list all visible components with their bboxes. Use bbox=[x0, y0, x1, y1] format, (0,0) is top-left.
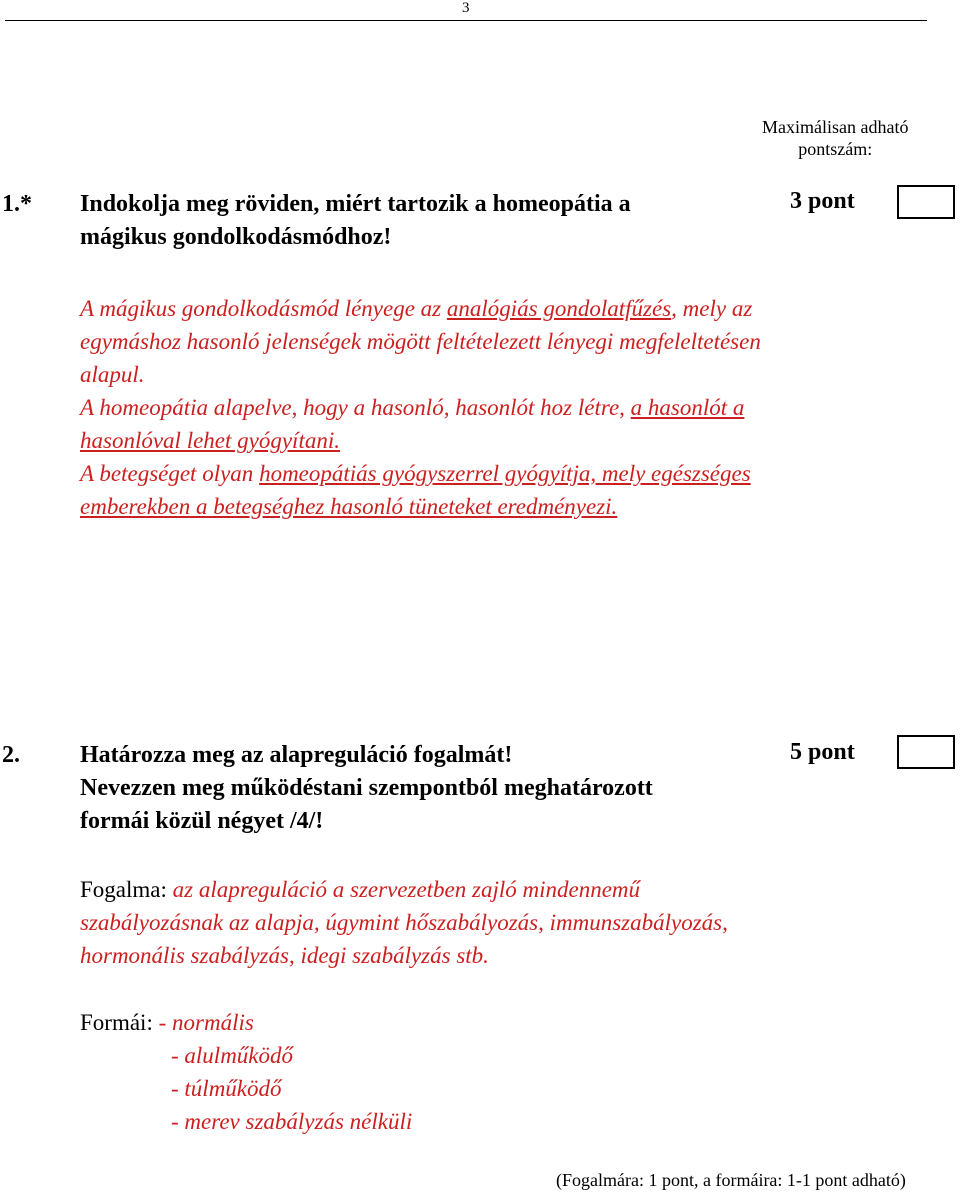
q2-fogalma-line3: hormonális szabályzás, idegi szabályzás stb. bbox=[80, 943, 489, 968]
q2-fogalma-line2: szabályozásnak az alapja, úgymint hőszabályozás, immunszabályozás, bbox=[80, 910, 728, 935]
page-number: 3 bbox=[462, 0, 470, 16]
fogalma-label: Fogalma: bbox=[80, 877, 173, 902]
scoring-note: (Fogalmára: 1 pont, a formáira: 1-1 pont adható) bbox=[556, 1170, 906, 1190]
q2-formai-line4: - merev szabályzás nélküli bbox=[171, 1109, 413, 1134]
q1-answer-p2-line2: hasonlóval lehet gyógyítani. bbox=[80, 428, 340, 453]
q2-points: 5 pont bbox=[790, 739, 855, 765]
underline-homeopatias: homeopátiás gyógyszerrel gyógyítja, mely egészséges bbox=[259, 461, 751, 486]
q2-formai-line3: - túlműködő bbox=[171, 1076, 282, 1101]
q1-line1: Indokolja meg röviden, miért tartozik a homeopátia a bbox=[80, 191, 631, 217]
q2-line2: Nevezzen meg működéstani szempontból meghatározott bbox=[80, 775, 653, 801]
q1-answer-p1-line1: A mágikus gondolkodásmód lényege az analógiás gondolatfűzés, mely az bbox=[80, 296, 753, 321]
q2-line1: Határozza meg az alapreguláció fogalmát! bbox=[80, 742, 513, 768]
q1-answer bbox=[80, 292, 761, 523]
q1-answer-p1-line3: alapul. bbox=[80, 362, 145, 387]
q1-number: 1.* bbox=[2, 191, 32, 217]
q1-score-box[interactable] bbox=[897, 185, 955, 219]
max-points-label bbox=[762, 116, 908, 160]
underline-analogias: analógiás gondolatfűzés bbox=[446, 296, 672, 321]
q1-answer-p1-line2: egymáshoz hasonló jelenségek mögött feltételezett lényegi megfeleltetésen bbox=[80, 329, 761, 354]
q2-number: 2. bbox=[2, 742, 20, 768]
q1-text bbox=[80, 188, 631, 254]
q2-text bbox=[80, 739, 653, 838]
q1-points: 3 pont bbox=[790, 188, 855, 214]
q2-formai-line1: Formái: - normális bbox=[80, 1010, 254, 1035]
q1-answer-p3-line2: emberekben a betegséghez hasonló tüneteket eredményezi. bbox=[80, 494, 618, 519]
q1-answer-p2-line1: A homeopátia alapelve, hogy a hasonló, hasonlót hoz létre, a hasonlót a bbox=[80, 395, 745, 420]
q1-answer-p3-line1: A betegséget olyan homeopátiás gyógyszerrel gyógyítja, mely egészséges bbox=[80, 461, 751, 486]
q2-line3: formái közül négyet /4/! bbox=[80, 808, 324, 834]
q2-score-box[interactable] bbox=[897, 735, 955, 769]
header-rule bbox=[5, 20, 927, 21]
q2-formai bbox=[80, 1006, 412, 1138]
q2-fogalma bbox=[80, 873, 728, 972]
q2-formai-line2: - alulműködő bbox=[171, 1043, 294, 1068]
q1-line2: mágikus gondolkodásmódhoz! bbox=[80, 224, 392, 250]
underline-hasonlot: a hasonlót a bbox=[630, 395, 745, 420]
max-points-line1: Maximálisan adható bbox=[762, 117, 909, 137]
max-points-line2: pontszám: bbox=[798, 139, 873, 159]
q2-fogalma-line1: Fogalma: az alapreguláció a szervezetben zajló mindennemű bbox=[80, 877, 641, 902]
formai-label: Formái: bbox=[80, 1010, 159, 1035]
